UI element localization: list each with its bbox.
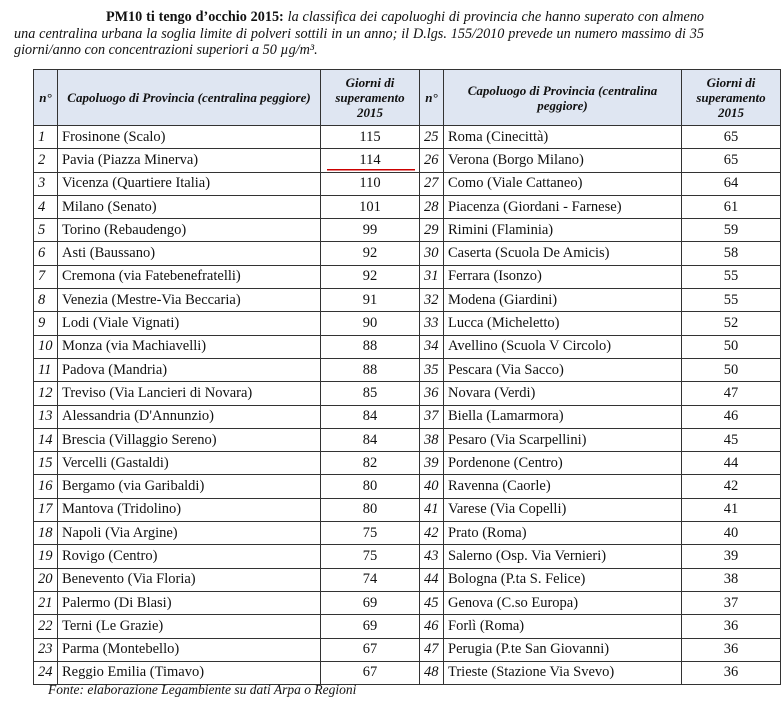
rank-cell: 13 <box>34 405 58 428</box>
days-cell: 36 <box>682 615 781 638</box>
city-cell: Rovigo (Centro) <box>58 545 321 568</box>
table-row <box>34 382 781 405</box>
city-cell: Verona (Borgo Milano) <box>444 149 682 172</box>
rank-cell: 20 <box>34 568 58 591</box>
city-cell: Mantova (Tridolino) <box>58 498 321 521</box>
city-cell: Trieste (Stazione Via Svevo) <box>444 661 682 684</box>
city-cell: Bologna (P.ta S. Felice) <box>444 568 682 591</box>
city-cell: Cremona (via Fatebenefratelli) <box>58 265 321 288</box>
days-cell: 80 <box>321 498 420 521</box>
days-cell: 90 <box>321 312 420 335</box>
days-cell: 65 <box>682 149 781 172</box>
days-cell: 69 <box>321 615 420 638</box>
table-row <box>34 289 781 312</box>
header-days-right: Giorni di superamento 2015 <box>682 70 781 126</box>
city-cell: Bergamo (via Garibaldi) <box>58 475 321 498</box>
rank-cell: 16 <box>34 475 58 498</box>
rank-cell: 45 <box>420 591 444 614</box>
city-cell: Ferrara (Isonzo) <box>444 265 682 288</box>
source-note: Fonte: elaborazione Legambiente su dati Arpa o Regioni <box>48 682 357 697</box>
city-cell: Parma (Montebello) <box>58 638 321 661</box>
rank-cell: 42 <box>420 522 444 545</box>
city-cell: Milano (Senato) <box>58 195 321 218</box>
days-cell: 64 <box>682 172 781 195</box>
city-cell: Reggio Emilia (Timavo) <box>58 661 321 684</box>
city-cell: Lodi (Viale Vignati) <box>58 312 321 335</box>
table-row <box>34 545 781 568</box>
header-days-left: Giorni di superamento 2015 <box>321 70 420 126</box>
city-cell: Pavia (Piazza Minerva) <box>58 149 321 172</box>
table-row <box>34 335 781 358</box>
days-cell: 46 <box>682 405 781 428</box>
rank-cell: 23 <box>34 638 58 661</box>
rank-cell: 6 <box>34 242 58 265</box>
rank-cell: 3 <box>34 172 58 195</box>
days-cell: 88 <box>321 335 420 358</box>
table-row <box>34 591 781 614</box>
city-cell: Asti (Baussano) <box>58 242 321 265</box>
header-city-left: Capoluogo di Provincia (centralina peggiore) <box>58 70 321 126</box>
rank-cell: 43 <box>420 545 444 568</box>
rank-cell: 39 <box>420 452 444 475</box>
table-row <box>34 149 781 172</box>
table-row <box>34 265 781 288</box>
city-cell: Alessandria (D'Annunzio) <box>58 405 321 428</box>
rank-cell: 27 <box>420 172 444 195</box>
days-cell: 38 <box>682 568 781 591</box>
table-row <box>34 195 781 218</box>
city-cell: Torino (Rebaudengo) <box>58 219 321 242</box>
days-cell: 74 <box>321 568 420 591</box>
table-row <box>34 498 781 521</box>
days-cell: 75 <box>321 522 420 545</box>
days-cell: 65 <box>682 126 781 149</box>
rank-cell: 31 <box>420 265 444 288</box>
days-cell: 55 <box>682 289 781 312</box>
rank-cell: 48 <box>420 661 444 684</box>
table-header-row <box>34 70 781 126</box>
rank-cell: 28 <box>420 195 444 218</box>
city-cell: Perugia (P.te San Giovanni) <box>444 638 682 661</box>
rank-cell: 37 <box>420 405 444 428</box>
days-cell: 41 <box>682 498 781 521</box>
header-city-right: Capoluogo di Provincia (centralina peggiore) <box>444 70 682 126</box>
city-cell: Palermo (Di Blasi) <box>58 591 321 614</box>
rank-cell: 7 <box>34 265 58 288</box>
rank-cell: 14 <box>34 428 58 451</box>
rank-cell: 9 <box>34 312 58 335</box>
rank-cell: 35 <box>420 358 444 381</box>
city-cell: Varese (Via Copelli) <box>444 498 682 521</box>
rank-cell: 30 <box>420 242 444 265</box>
city-cell: Caserta (Scuola De Amicis) <box>444 242 682 265</box>
rank-cell: 34 <box>420 335 444 358</box>
rank-cell: 8 <box>34 289 58 312</box>
days-cell: 92 <box>321 242 420 265</box>
city-cell: Napoli (Via Argine) <box>58 522 321 545</box>
rank-cell: 21 <box>34 591 58 614</box>
city-cell: Como (Viale Cattaneo) <box>444 172 682 195</box>
days-cell: 52 <box>682 312 781 335</box>
days-cell: 84 <box>321 405 420 428</box>
days-cell: 55 <box>682 265 781 288</box>
rank-cell: 1 <box>34 126 58 149</box>
table-row <box>34 126 781 149</box>
table-row <box>34 312 781 335</box>
table-row <box>34 172 781 195</box>
table-row <box>34 405 781 428</box>
days-cell: 44 <box>682 452 781 475</box>
rank-cell: 38 <box>420 428 444 451</box>
city-cell: Ravenna (Caorle) <box>444 475 682 498</box>
city-cell: Prato (Roma) <box>444 522 682 545</box>
table-row <box>34 219 781 242</box>
days-cell: 42 <box>682 475 781 498</box>
city-cell: Vercelli (Gastaldi) <box>58 452 321 475</box>
city-cell: Vicenza (Quartiere Italia) <box>58 172 321 195</box>
rank-cell: 36 <box>420 382 444 405</box>
rank-cell: 46 <box>420 615 444 638</box>
city-cell: Pordenone (Centro) <box>444 452 682 475</box>
city-cell: Lucca (Micheletto) <box>444 312 682 335</box>
rank-cell: 29 <box>420 219 444 242</box>
table-row <box>34 522 781 545</box>
days-cell: 36 <box>682 638 781 661</box>
days-cell: 39 <box>682 545 781 568</box>
city-cell: Salerno (Osp. Via Vernieri) <box>444 545 682 568</box>
rank-cell: 47 <box>420 638 444 661</box>
rank-cell: 17 <box>34 498 58 521</box>
ranking-table <box>33 69 781 685</box>
days-cell: 61 <box>682 195 781 218</box>
city-cell: Terni (Le Grazie) <box>58 615 321 638</box>
city-cell: Avellino (Scuola V Circolo) <box>444 335 682 358</box>
days-cell: 36 <box>682 661 781 684</box>
rank-cell: 26 <box>420 149 444 172</box>
rank-cell: 41 <box>420 498 444 521</box>
rank-cell: 22 <box>34 615 58 638</box>
rank-cell: 10 <box>34 335 58 358</box>
days-cell: 101 <box>321 195 420 218</box>
city-cell: Piacenza (Giordani - Farnese) <box>444 195 682 218</box>
rank-cell: 25 <box>420 126 444 149</box>
days-cell: 75 <box>321 545 420 568</box>
days-cell: 50 <box>682 335 781 358</box>
days-cell: 92 <box>321 265 420 288</box>
table-row <box>34 452 781 475</box>
days-cell: 59 <box>682 219 781 242</box>
days-cell: 69 <box>321 591 420 614</box>
table-row <box>34 428 781 451</box>
days-cell: 91 <box>321 289 420 312</box>
city-cell: Genova (C.so Europa) <box>444 591 682 614</box>
document-title: PM10 ti tengo d’occhio 2015: <box>106 9 284 25</box>
days-cell: 45 <box>682 428 781 451</box>
table-body <box>34 126 781 685</box>
rank-cell: 2 <box>34 149 58 172</box>
days-cell: 47 <box>682 382 781 405</box>
days-cell: 37 <box>682 591 781 614</box>
days-cell: 110 <box>321 172 420 195</box>
days-cell: 84 <box>321 428 420 451</box>
intro-paragraph <box>14 9 704 59</box>
city-cell: Rimini (Flaminia) <box>444 219 682 242</box>
days-cell: 99 <box>321 219 420 242</box>
days-cell: 82 <box>321 452 420 475</box>
days-cell: 67 <box>321 638 420 661</box>
days-cell: 40 <box>682 522 781 545</box>
days-cell: 50 <box>682 358 781 381</box>
table-row <box>34 358 781 381</box>
city-cell: Brescia (Villaggio Sereno) <box>58 428 321 451</box>
city-cell: Venezia (Mestre-Via Beccaria) <box>58 289 321 312</box>
days-cell: 88 <box>321 358 420 381</box>
city-cell: Pesaro (Via Scarpellini) <box>444 428 682 451</box>
days-cell: 67 <box>321 661 420 684</box>
city-cell: Roma (Cinecittà) <box>444 126 682 149</box>
city-cell: Padova (Mandria) <box>58 358 321 381</box>
rank-cell: 4 <box>34 195 58 218</box>
rank-cell: 19 <box>34 545 58 568</box>
city-cell: Treviso (Via Lancieri di Novara) <box>58 382 321 405</box>
city-cell: Novara (Verdi) <box>444 382 682 405</box>
rank-cell: 44 <box>420 568 444 591</box>
rank-cell: 15 <box>34 452 58 475</box>
table-row <box>34 475 781 498</box>
table-row <box>34 568 781 591</box>
days-cell: 85 <box>321 382 420 405</box>
rank-cell: 32 <box>420 289 444 312</box>
rank-cell: 24 <box>34 661 58 684</box>
city-cell: Forlì (Roma) <box>444 615 682 638</box>
rank-cell: 40 <box>420 475 444 498</box>
header-rank-right: n° <box>420 70 444 126</box>
rank-cell: 12 <box>34 382 58 405</box>
table-row <box>34 615 781 638</box>
days-cell: 115 <box>321 126 420 149</box>
city-cell: Frosinone (Scalo) <box>58 126 321 149</box>
intro-description: la classifica dei capoluoghi di provincia che hanno superato con almeno una centralina urbana la soglia limite di polveri sottili in un anno; il D.lgs. 155/2010 prevede un numero massimo di 35 giorni/anno con concentrazioni superiori a 50 µg/m³. <box>14 9 705 58</box>
table-row <box>34 242 781 265</box>
city-cell: Pescara (Via Sacco) <box>444 358 682 381</box>
days-cell: 80 <box>321 475 420 498</box>
table-row <box>34 638 781 661</box>
rank-cell: 5 <box>34 219 58 242</box>
city-cell: Biella (Lamarmora) <box>444 405 682 428</box>
rank-cell: 11 <box>34 358 58 381</box>
city-cell: Modena (Giardini) <box>444 289 682 312</box>
city-cell: Benevento (Via Floria) <box>58 568 321 591</box>
days-cell: 58 <box>682 242 781 265</box>
header-rank-left: n° <box>34 70 58 126</box>
rank-cell: 18 <box>34 522 58 545</box>
city-cell: Monza (via Machiavelli) <box>58 335 321 358</box>
rank-cell: 33 <box>420 312 444 335</box>
days-cell: 114 <box>321 149 420 172</box>
